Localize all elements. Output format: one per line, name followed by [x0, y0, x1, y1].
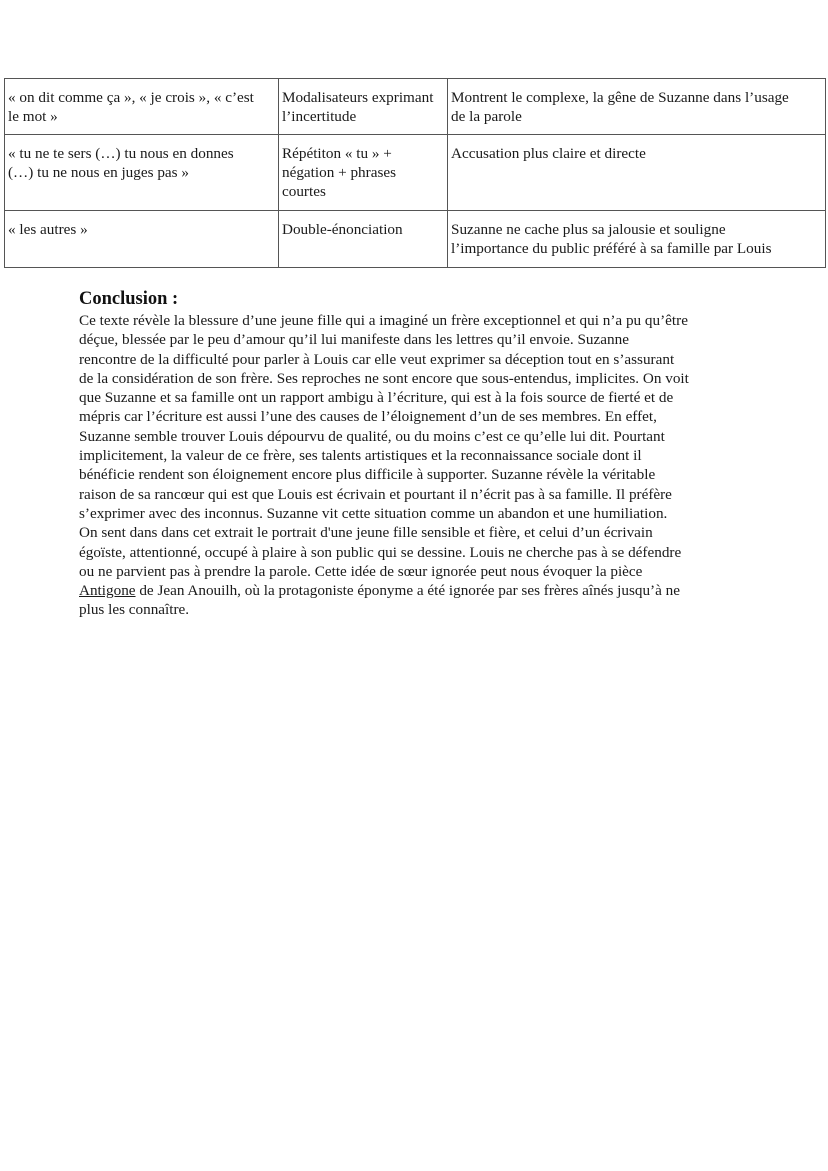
- cell-line: « les autres »: [8, 221, 88, 238]
- conclusion-section: [79, 287, 759, 620]
- cell-line: le mot »: [8, 108, 58, 125]
- paragraph-line: de la considération de son frère. Ses reproches ne sont encore que sous-entendus, implicites. On voit: [79, 369, 689, 387]
- paragraph-line: déçue, blessée par le peu d’amour qu’il lui manifeste dans les lettres qu’il envoie. Suzanne: [79, 331, 629, 349]
- cell-line: Suzanne ne cache plus sa jalousie et souligne: [451, 221, 726, 238]
- procede-cell: [279, 211, 448, 268]
- cell-line: Modalisateurs exprimant: [282, 89, 434, 106]
- paragraph-line: rencontre de la difficulté pour parler à Louis car elle veut exprimer sa déception tout en s’assurant: [79, 350, 675, 368]
- interpretation-cell: [448, 211, 826, 268]
- paragraph-line: ou ne parvient pas à prendre la parole. Cette idée de sœur ignorée peut nous évoquer la pièce: [79, 562, 643, 580]
- table-row: [5, 211, 826, 268]
- paragraph-line: plus les connaître.: [79, 601, 190, 619]
- procede-cell: [279, 135, 448, 211]
- cell-line: Accusation plus claire et directe: [451, 145, 646, 162]
- cell-line: l’incertitude: [282, 108, 357, 125]
- cell-line: (…) tu ne nous en juges pas »: [8, 164, 189, 181]
- cell-line: négation + phrases: [282, 164, 397, 181]
- paragraph-line-rest: de Jean Anouilh, où la protagoniste éponyme a été ignorée par ses frères aînés jusqu’à ne: [135, 582, 680, 600]
- quote-cell: [5, 79, 279, 135]
- cell-line: « tu ne te sers (…) tu nous en donnes: [8, 145, 234, 162]
- paragraph-line: égoïste, attentionné, occupé à plaire à son public qui se dessine. Louis ne cherche pas à se défendre: [79, 543, 682, 561]
- conclusion-heading: Conclusion :: [79, 289, 179, 309]
- paragraph-line: Suzanne semble trouver Louis dépourvu de qualité, ou du moins c’est ce qu’elle lui dit. Pourtant: [79, 427, 665, 445]
- paragraph-line: implicitement, la valeur de ce frère, ses talents artistiques et la reconnaissance sociale dont il: [79, 447, 642, 465]
- quote-cell: [5, 211, 279, 268]
- cell-line: courtes: [282, 183, 326, 200]
- procede-cell: [279, 79, 448, 135]
- cell-line: l’importance du public préféré à sa famille par Louis: [451, 240, 772, 257]
- conclusion-paragraph: [79, 311, 759, 620]
- interpretation-cell: [448, 79, 826, 135]
- cell-line: Montrent le complexe, la gêne de Suzanne dans l’usage: [451, 89, 789, 106]
- cell-line: Double-énonciation: [282, 221, 403, 238]
- cell-line: « on dit comme ça », « je crois », « c’est: [8, 89, 254, 106]
- paragraph-line: [79, 581, 759, 600]
- quote-cell: [5, 135, 279, 211]
- analysis-table: [4, 78, 826, 268]
- paragraph-line: que Suzanne et sa famille ont un rapport ambigu à l’écriture, qui est à la fois source de fierté et de: [79, 389, 674, 407]
- paragraph-line: Ce texte révèle la blessure d’une jeune fille qui a imaginé un frère exceptionnel et qui n’a pu qu’être: [79, 312, 688, 329]
- interpretation-cell: [448, 135, 826, 211]
- paragraph-line: s’exprimer avec des inconnus. Suzanne vit cette situation comme un abandon et une humiliation.: [79, 504, 668, 522]
- paragraph-line: mépris car l’écriture est aussi l’une des causes de l’éloignement d’un de ses membres. En effet,: [79, 408, 657, 426]
- table-row: [5, 135, 826, 211]
- paragraph-line: bénéficie rendent son éloignement encore plus difficile à supporter. Suzanne révèle la véritable: [79, 466, 656, 484]
- play-title-antigone: Antigone: [79, 582, 136, 600]
- paragraph-line: On sent dans dans cet extrait le portrait d'une jeune fille sensible et fière, et celui d’un écrivain: [79, 524, 653, 542]
- cell-line: de la parole: [451, 108, 522, 125]
- table-row: [5, 79, 826, 135]
- cell-line: Répétiton « tu » +: [282, 145, 392, 162]
- paragraph-line: raison de sa rancœur qui est que Louis est écrivain et pourtant il n’écrit pas à sa famille. Il préfère: [79, 485, 672, 503]
